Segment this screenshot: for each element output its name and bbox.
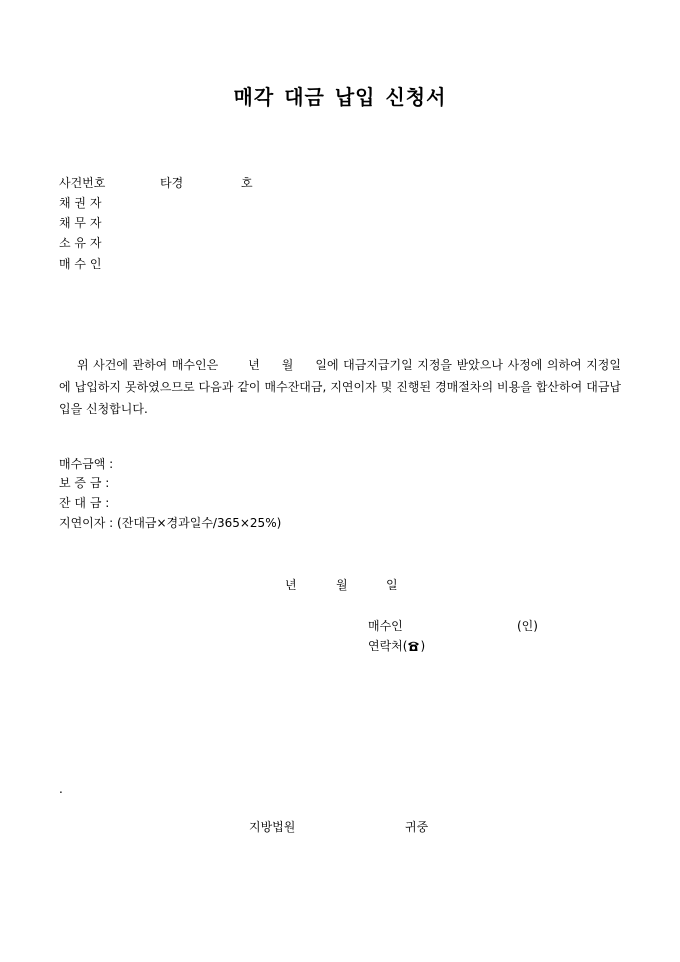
date-day: 일 — [386, 578, 398, 592]
creditor-label: 채 권 자 — [59, 196, 102, 210]
title-word: 매각 — [233, 85, 275, 109]
deposit-label: 보 증 금 : — [59, 476, 110, 490]
date-year: 년 — [285, 578, 297, 592]
date-month: 월 — [336, 578, 348, 592]
title-word: 신청서 — [385, 85, 447, 109]
title-word: 납입 — [334, 85, 376, 109]
owner-label: 소 유 자 — [59, 236, 102, 250]
contact-label: 연락처( — [368, 639, 408, 653]
contact-line: 연락처( ) — [368, 638, 425, 656]
paragraph-month: 월 — [281, 358, 294, 372]
buyer-label: 매 수 인 — [59, 257, 102, 271]
case-number-suffix: 호 — [241, 176, 253, 190]
signature-buyer-label: 매수인 — [368, 619, 403, 633]
addressee: 귀중 — [405, 820, 429, 834]
paragraph-text-1: 위 사건에 관하여 매수인은 — [77, 358, 219, 372]
paragraph-text-2: 일에 대금지급기일 지정을 받았으나 사정에 의하여 지정일에 납입하지 못하였으므로 다음과 같이 매수잔대금, 지연이자 및 진행된 경매절차의 비용을 합산하여 대금납입을 신청합니다. — [59, 358, 621, 416]
document-title — [0, 84, 680, 110]
title-word: 대금 — [284, 85, 325, 109]
purchase-price-label: 매수금액 : — [59, 457, 114, 471]
balance-label: 잔 대 금 : — [59, 496, 110, 510]
debtor-label: 채 무 자 — [59, 216, 102, 230]
court-name: 지방법원 — [249, 820, 296, 834]
phone-icon — [407, 640, 420, 656]
case-court-code: 타경 — [160, 176, 184, 190]
paragraph-year: 년 — [248, 358, 260, 372]
seal-label: (인) — [517, 619, 538, 633]
application-paragraph — [59, 354, 621, 420]
late-interest-label: 지연이자 : (잔대금×경과일수/365×25%) — [59, 516, 282, 530]
case-number-label: 사건번호 — [59, 176, 106, 190]
stray-dot: . — [59, 782, 63, 796]
